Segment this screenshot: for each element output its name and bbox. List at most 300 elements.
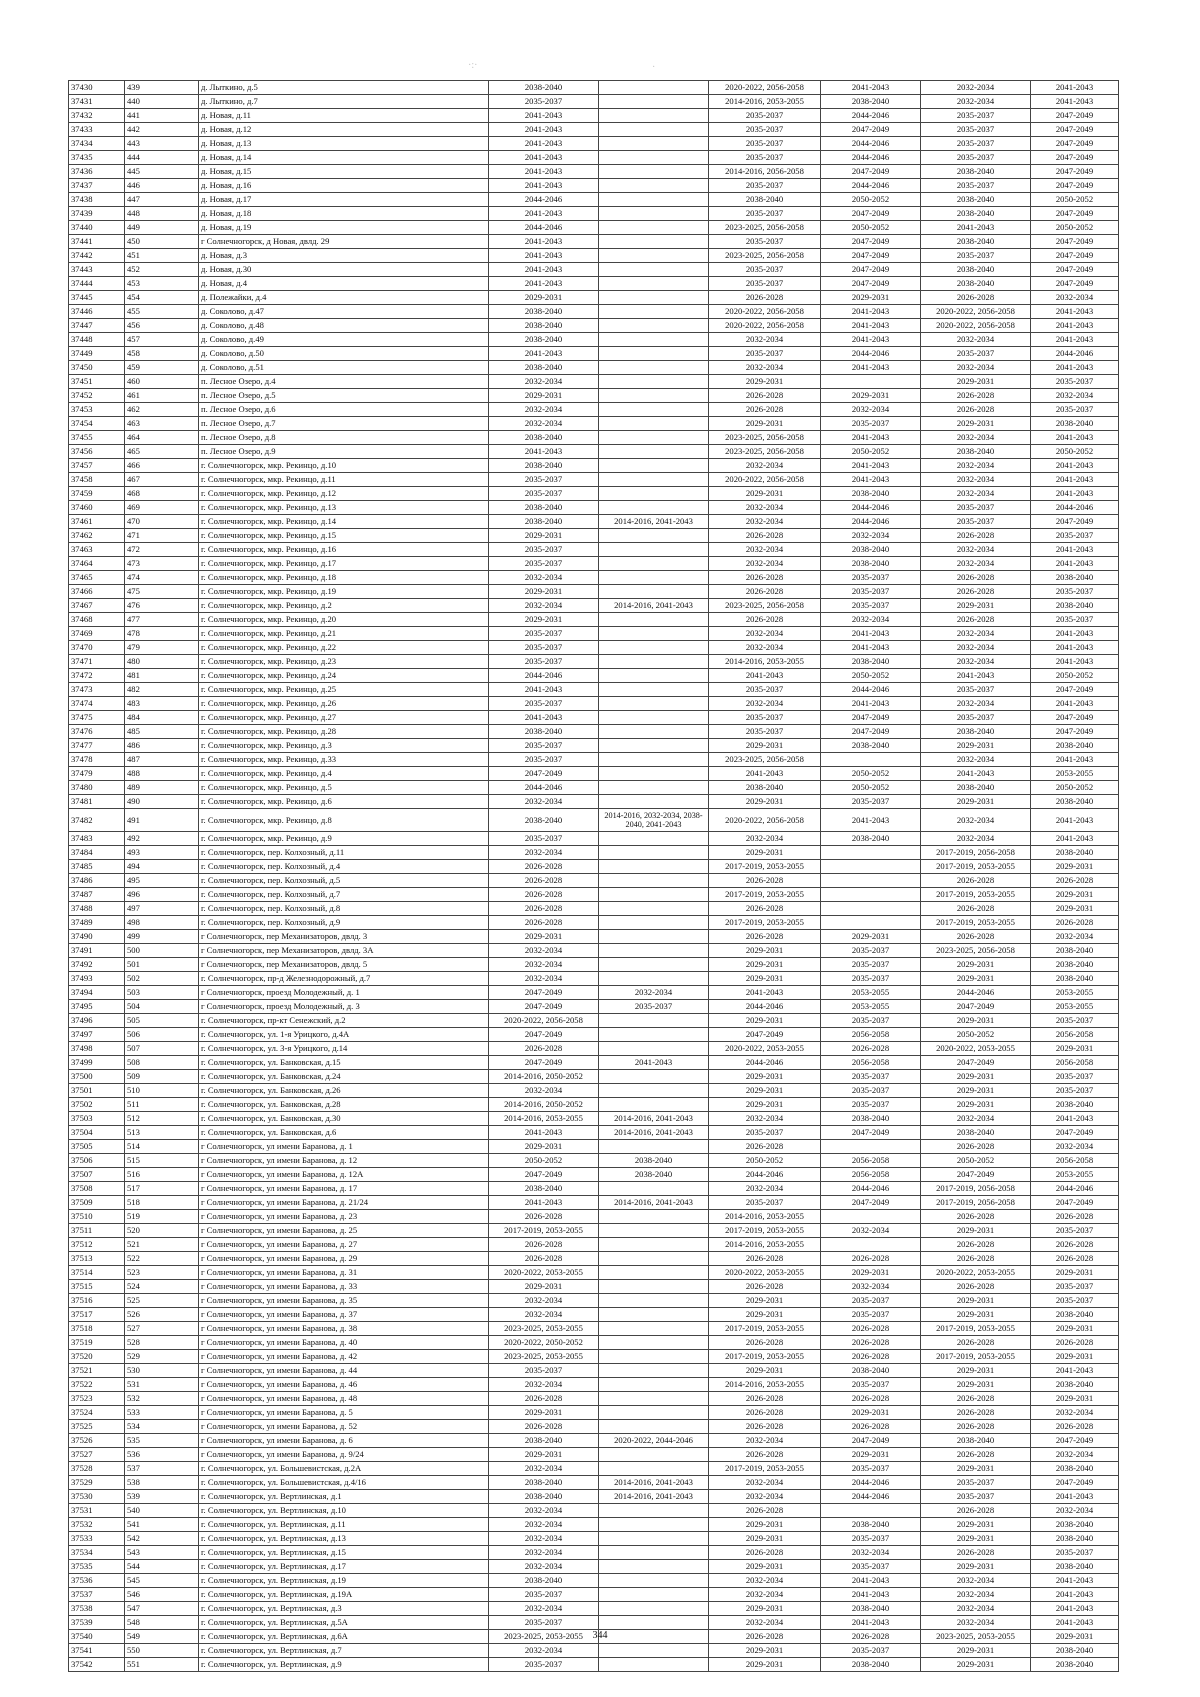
period-1-cell: 2041-2043	[489, 179, 599, 193]
address-cell: г Солнечногорск, ул имени Баранова, д. 25	[199, 1224, 489, 1238]
period-5-cell: 2029-2031	[921, 1308, 1031, 1322]
address-cell: г Солнечногорск, ул имени Баранова, д. 40	[199, 1336, 489, 1350]
period-1-cell: 2029-2031	[489, 529, 599, 543]
record-id-cell: 37524	[69, 1406, 125, 1420]
row-number-cell: 514	[125, 1140, 199, 1154]
period-3-cell: 2029-2031	[709, 1560, 821, 1574]
period-2-cell	[599, 1658, 709, 1672]
period-3-cell: 2035-2037	[709, 711, 821, 725]
period-3-cell: 2026-2028	[709, 571, 821, 585]
row-number-cell: 484	[125, 711, 199, 725]
table-row	[69, 501, 1119, 515]
row-number-cell: 539	[125, 1490, 199, 1504]
table-row	[69, 557, 1119, 571]
row-number-cell: 458	[125, 347, 199, 361]
period-4-cell: 2038-2040	[821, 1364, 921, 1378]
period-4-cell: 2041-2043	[821, 1574, 921, 1588]
record-id-cell: 37521	[69, 1364, 125, 1378]
period-6-cell: 2047-2049	[1031, 1476, 1119, 1490]
period-1-cell: 2026-2028	[489, 1042, 599, 1056]
period-6-cell: 2026-2028	[1031, 1420, 1119, 1434]
period-5-cell: 2017-2019, 2053-2055	[921, 916, 1031, 930]
row-number-cell: 542	[125, 1532, 199, 1546]
period-3-cell: 2023-2025, 2056-2058	[709, 249, 821, 263]
period-2-cell: 2032-2034	[599, 986, 709, 1000]
period-5-cell: 2038-2040	[921, 1126, 1031, 1140]
period-1-cell: 2035-2037	[489, 697, 599, 711]
address-cell: г. Солнечногорск, ул. Вертлинская, д.1	[199, 1490, 489, 1504]
period-1-cell: 2035-2037	[489, 627, 599, 641]
record-id-cell: 37432	[69, 109, 125, 123]
period-4-cell: 2050-2052	[821, 781, 921, 795]
row-number-cell: 495	[125, 874, 199, 888]
period-6-cell: 2041-2043	[1031, 557, 1119, 571]
period-4-cell: 2026-2028	[821, 1420, 921, 1434]
period-2-cell	[599, 627, 709, 641]
address-cell: г. Солнечногорск, мкр. Рекинцо, д.19	[199, 585, 489, 599]
record-id-cell: 37495	[69, 1000, 125, 1014]
address-cell: д. Новая, д.14	[199, 151, 489, 165]
record-id-cell: 37514	[69, 1266, 125, 1280]
period-3-cell: 2017-2019, 2053-2055	[709, 1350, 821, 1364]
address-cell: г. Солнечногорск, мкр. Рекинцо, д.14	[199, 515, 489, 529]
address-cell: г Солнечногорск, ул имени Баранова, д. 44	[199, 1364, 489, 1378]
address-cell: г. Солнечногорск, ул. Большевистская, д.4/16	[199, 1476, 489, 1490]
period-3-cell: 2029-2031	[709, 1098, 821, 1112]
period-4-cell: 2029-2031	[821, 1448, 921, 1462]
table-row	[69, 487, 1119, 501]
period-4-cell: 2056-2058	[821, 1168, 921, 1182]
period-2-cell	[599, 1378, 709, 1392]
record-id-cell: 37515	[69, 1280, 125, 1294]
period-3-cell: 2032-2034	[709, 1112, 821, 1126]
period-5-cell: 2026-2028	[921, 1504, 1031, 1518]
period-5-cell: 2050-2052	[921, 1028, 1031, 1042]
period-6-cell: 2038-2040	[1031, 571, 1119, 585]
table-row	[69, 627, 1119, 641]
period-6-cell: 2038-2040	[1031, 1462, 1119, 1476]
period-5-cell: 2038-2040	[921, 445, 1031, 459]
period-2-cell	[599, 1406, 709, 1420]
table-row	[69, 319, 1119, 333]
address-cell: г. Солнечногорск, пер. Колхозный, д.7	[199, 888, 489, 902]
record-id-cell: 37493	[69, 972, 125, 986]
period-5-cell: 2032-2034	[921, 361, 1031, 375]
period-2-cell	[599, 1420, 709, 1434]
table-row	[69, 641, 1119, 655]
period-6-cell: 2035-2037	[1031, 529, 1119, 543]
row-number-cell: 505	[125, 1014, 199, 1028]
address-cell: г. Солнечногорск, пер. Колхозный, д.4	[199, 860, 489, 874]
address-cell: г. Солнечногорск, мкр. Рекинцо, д.2	[199, 599, 489, 613]
period-1-cell: 2029-2031	[489, 930, 599, 944]
row-number-cell: 478	[125, 627, 199, 641]
record-id-cell: 37496	[69, 1014, 125, 1028]
period-6-cell: 2035-2037	[1031, 1294, 1119, 1308]
period-3-cell: 2029-2031	[709, 958, 821, 972]
period-3-cell: 2023-2025, 2056-2058	[709, 431, 821, 445]
row-number-cell: 475	[125, 585, 199, 599]
record-id-cell: 37464	[69, 557, 125, 571]
period-6-cell: 2047-2049	[1031, 109, 1119, 123]
period-3-cell: 2017-2019, 2053-2055	[709, 888, 821, 902]
period-4-cell: 2053-2055	[821, 1000, 921, 1014]
record-id-cell: 37504	[69, 1126, 125, 1140]
record-id-cell: 37531	[69, 1504, 125, 1518]
period-4-cell: 2035-2037	[821, 1014, 921, 1028]
period-1-cell: 2041-2043	[489, 235, 599, 249]
period-2-cell	[599, 669, 709, 683]
table-row	[69, 1056, 1119, 1070]
period-1-cell: 2029-2031	[489, 291, 599, 305]
address-cell: д. Соколово, д.47	[199, 305, 489, 319]
period-1-cell: 2014-2016, 2050-2052	[489, 1070, 599, 1084]
period-1-cell: 2038-2040	[489, 319, 599, 333]
period-4-cell: 2032-2034	[821, 613, 921, 627]
address-cell: г. Солнечногорск, мкр. Рекинцо, д.16	[199, 543, 489, 557]
table-row	[69, 888, 1119, 902]
table-row	[69, 375, 1119, 389]
period-4-cell: 2050-2052	[821, 669, 921, 683]
record-id-cell: 37454	[69, 417, 125, 431]
address-cell: г. Солнечногорск, мкр. Рекинцо, д.12	[199, 487, 489, 501]
period-2-cell	[599, 123, 709, 137]
record-id-cell: 37502	[69, 1098, 125, 1112]
period-2-cell	[599, 641, 709, 655]
period-3-cell: 2026-2028	[709, 1630, 821, 1644]
period-1-cell: 2038-2040	[489, 431, 599, 445]
address-cell: г Солнечногорск, ул имени Баранова, д. 5	[199, 1406, 489, 1420]
record-id-cell: 37462	[69, 529, 125, 543]
period-5-cell: 2047-2049	[921, 1056, 1031, 1070]
address-cell: г Солнечногорск, ул имени Баранова, д. 37	[199, 1308, 489, 1322]
period-1-cell: 2032-2034	[489, 1504, 599, 1518]
period-6-cell: 2032-2034	[1031, 389, 1119, 403]
period-6-cell: 2044-2046	[1031, 1182, 1119, 1196]
table-row	[69, 445, 1119, 459]
row-number-cell: 455	[125, 305, 199, 319]
period-6-cell: 2044-2046	[1031, 501, 1119, 515]
period-2-cell	[599, 473, 709, 487]
address-cell: г. Солнечногорск, ул. Вертлинская, д.11	[199, 1518, 489, 1532]
table-row	[69, 1196, 1119, 1210]
period-6-cell: 2035-2037	[1031, 613, 1119, 627]
table-row	[69, 1294, 1119, 1308]
period-1-cell: 2032-2034	[489, 599, 599, 613]
address-cell: г. Солнечногорск, ул. Вертлинская, д.6А	[199, 1630, 489, 1644]
row-number-cell: 439	[125, 81, 199, 95]
address-cell: г. Солнечногорск, мкр. Рекинцо, д.18	[199, 571, 489, 585]
period-5-cell: 2035-2037	[921, 123, 1031, 137]
record-id-cell: 37467	[69, 599, 125, 613]
record-id-cell: 37434	[69, 137, 125, 151]
record-id-cell: 37448	[69, 333, 125, 347]
schedule-table	[68, 80, 1119, 1672]
table-row	[69, 1308, 1119, 1322]
period-4-cell: 2044-2046	[821, 347, 921, 361]
address-cell: д. Соколово, д.49	[199, 333, 489, 347]
table-row	[69, 1098, 1119, 1112]
address-cell: г. Солнечногорск, мкр. Рекинцо, д.21	[199, 627, 489, 641]
row-number-cell: 443	[125, 137, 199, 151]
period-3-cell: 2023-2025, 2056-2058	[709, 753, 821, 767]
period-4-cell: 2038-2040	[821, 543, 921, 557]
row-number-cell: 486	[125, 739, 199, 753]
period-6-cell: 2035-2037	[1031, 1224, 1119, 1238]
period-4-cell: 2047-2049	[821, 1434, 921, 1448]
record-id-cell: 37501	[69, 1084, 125, 1098]
table-row	[69, 515, 1119, 529]
row-number-cell: 549	[125, 1630, 199, 1644]
period-3-cell: 2026-2028	[709, 1406, 821, 1420]
period-5-cell: 2026-2028	[921, 874, 1031, 888]
table-row	[69, 1574, 1119, 1588]
period-1-cell: 2041-2043	[489, 263, 599, 277]
address-cell: г. Солнечногорск, мкр. Рекинцо, д.3	[199, 739, 489, 753]
record-id-cell: 37488	[69, 902, 125, 916]
period-1-cell: 2032-2034	[489, 375, 599, 389]
row-number-cell: 488	[125, 767, 199, 781]
period-2-cell	[599, 1532, 709, 1546]
row-number-cell: 531	[125, 1378, 199, 1392]
period-3-cell: 2035-2037	[709, 179, 821, 193]
period-3-cell: 2020-2022, 2056-2058	[709, 473, 821, 487]
period-1-cell: 2041-2043	[489, 249, 599, 263]
period-3-cell: 2023-2025, 2056-2058	[709, 445, 821, 459]
row-number-cell: 466	[125, 459, 199, 473]
address-cell: г. Солнечногорск, пер. Колхозный, д.11	[199, 846, 489, 860]
period-5-cell: 2029-2031	[921, 1462, 1031, 1476]
period-5-cell: 2026-2028	[921, 585, 1031, 599]
period-2-cell: 2014-2016, 2041-2043	[599, 1196, 709, 1210]
record-id-cell: 37479	[69, 767, 125, 781]
period-6-cell: 2050-2052	[1031, 193, 1119, 207]
table-row	[69, 655, 1119, 669]
period-2-cell	[599, 1238, 709, 1252]
record-id-cell: 37480	[69, 781, 125, 795]
row-number-cell: 517	[125, 1182, 199, 1196]
table-row	[69, 1168, 1119, 1182]
row-number-cell: 536	[125, 1448, 199, 1462]
period-2-cell	[599, 1182, 709, 1196]
table-row	[69, 809, 1119, 832]
period-3-cell: 2029-2031	[709, 375, 821, 389]
address-cell: г. Солнечногорск, мкр. Рекинцо, д.15	[199, 529, 489, 543]
record-id-cell: 37449	[69, 347, 125, 361]
record-id-cell: 37508	[69, 1182, 125, 1196]
period-1-cell: 2038-2040	[489, 81, 599, 95]
period-3-cell: 2041-2043	[709, 669, 821, 683]
period-2-cell	[599, 431, 709, 445]
period-5-cell: 2026-2028	[921, 529, 1031, 543]
row-number-cell: 467	[125, 473, 199, 487]
period-1-cell: 2047-2049	[489, 1000, 599, 1014]
row-number-cell: 546	[125, 1588, 199, 1602]
period-2-cell	[599, 860, 709, 874]
record-id-cell: 37513	[69, 1252, 125, 1266]
period-1-cell: 2026-2028	[489, 888, 599, 902]
period-2-cell	[599, 305, 709, 319]
period-3-cell: 2029-2031	[709, 487, 821, 501]
period-5-cell: 2032-2034	[921, 487, 1031, 501]
scan-artifact: ·	[652, 62, 656, 73]
record-id-cell: 37497	[69, 1028, 125, 1042]
period-4-cell: 2047-2049	[821, 207, 921, 221]
period-1-cell: 2044-2046	[489, 193, 599, 207]
table-row	[69, 711, 1119, 725]
period-1-cell: 2047-2049	[489, 986, 599, 1000]
period-4-cell	[821, 916, 921, 930]
row-number-cell: 522	[125, 1252, 199, 1266]
period-5-cell: 2029-2031	[921, 1560, 1031, 1574]
period-5-cell: 2017-2019, 2056-2058	[921, 1182, 1031, 1196]
period-3-cell: 2050-2052	[709, 1154, 821, 1168]
period-5-cell: 2032-2034	[921, 557, 1031, 571]
record-id-cell: 37431	[69, 95, 125, 109]
row-number-cell: 499	[125, 930, 199, 944]
record-id-cell: 37494	[69, 986, 125, 1000]
address-cell: д. Соколово, д.50	[199, 347, 489, 361]
period-6-cell: 2050-2052	[1031, 781, 1119, 795]
period-6-cell: 2041-2043	[1031, 361, 1119, 375]
period-6-cell: 2038-2040	[1031, 1560, 1119, 1574]
period-2-cell	[599, 95, 709, 109]
row-number-cell: 441	[125, 109, 199, 123]
period-3-cell: 2014-2016, 2056-2058	[709, 165, 821, 179]
address-cell: г. Солнечногорск, ул. Вертлинская, д.19	[199, 1574, 489, 1588]
period-3-cell: 2014-2016, 2053-2055	[709, 1378, 821, 1392]
period-4-cell: 2050-2052	[821, 767, 921, 781]
period-2-cell: 2020-2022, 2044-2046	[599, 1434, 709, 1448]
period-4-cell: 2026-2028	[821, 1252, 921, 1266]
period-2-cell	[599, 1308, 709, 1322]
period-1-cell: 2035-2037	[489, 1616, 599, 1630]
period-3-cell: 2032-2034	[709, 1476, 821, 1490]
period-6-cell: 2026-2028	[1031, 1336, 1119, 1350]
period-4-cell: 2035-2037	[821, 585, 921, 599]
address-cell: г. Солнечногорск, ул. Вертлинская, д.13	[199, 1532, 489, 1546]
period-1-cell: 2035-2037	[489, 739, 599, 753]
record-id-cell: 37456	[69, 445, 125, 459]
period-4-cell: 2044-2046	[821, 179, 921, 193]
period-1-cell: 2020-2022, 2053-2055	[489, 1266, 599, 1280]
period-1-cell: 2023-2025, 2053-2055	[489, 1630, 599, 1644]
table-row	[69, 1392, 1119, 1406]
record-id-cell: 37461	[69, 515, 125, 529]
address-cell: п. Лесное Озеро, д.7	[199, 417, 489, 431]
period-3-cell: 2032-2034	[709, 515, 821, 529]
period-2-cell: 2035-2037	[599, 1000, 709, 1014]
table-row	[69, 874, 1119, 888]
table-row	[69, 417, 1119, 431]
period-4-cell: 2035-2037	[821, 1560, 921, 1574]
record-id-cell: 37523	[69, 1392, 125, 1406]
address-cell: г. Солнечногорск, ул. Вертлинская, д.5А	[199, 1616, 489, 1630]
row-number-cell: 513	[125, 1126, 199, 1140]
address-cell: д. Новая, д.15	[199, 165, 489, 179]
table-row	[69, 1322, 1119, 1336]
period-4-cell: 2041-2043	[821, 697, 921, 711]
period-1-cell: 2029-2031	[489, 1448, 599, 1462]
table-row	[69, 1182, 1119, 1196]
period-5-cell: 2026-2028	[921, 930, 1031, 944]
record-id-cell: 37453	[69, 403, 125, 417]
period-6-cell: 2050-2052	[1031, 445, 1119, 459]
period-2-cell	[599, 1266, 709, 1280]
period-6-cell: 2038-2040	[1031, 1532, 1119, 1546]
row-number-cell: 491	[125, 809, 199, 832]
record-id-cell: 37511	[69, 1224, 125, 1238]
address-cell: г Солнечногорск, ул имени Баранова, д. 42	[199, 1350, 489, 1364]
address-cell: г Солнечногорск, ул имени Баранова, д. 21/24	[199, 1196, 489, 1210]
period-1-cell: 2029-2031	[489, 1406, 599, 1420]
period-1-cell: 2035-2037	[489, 1364, 599, 1378]
period-4-cell: 2035-2037	[821, 1294, 921, 1308]
period-4-cell	[821, 1504, 921, 1518]
record-id-cell: 37444	[69, 277, 125, 291]
period-3-cell: 2026-2028	[709, 1252, 821, 1266]
period-2-cell: 2041-2043	[599, 1056, 709, 1070]
row-number-cell: 464	[125, 431, 199, 445]
period-1-cell: 2041-2043	[489, 1126, 599, 1140]
period-6-cell: 2029-2031	[1031, 1630, 1119, 1644]
record-id-cell: 37442	[69, 249, 125, 263]
period-4-cell: 2047-2049	[821, 277, 921, 291]
period-6-cell: 2029-2031	[1031, 1392, 1119, 1406]
period-4-cell: 2044-2046	[821, 137, 921, 151]
period-3-cell: 2014-2016, 2053-2055	[709, 655, 821, 669]
period-5-cell: 2032-2034	[921, 333, 1031, 347]
period-5-cell: 2026-2028	[921, 389, 1031, 403]
period-6-cell: 2044-2046	[1031, 347, 1119, 361]
row-number-cell: 494	[125, 860, 199, 874]
address-cell: г. Солнечногорск, ул. 1-я Урицкого, д.4А	[199, 1028, 489, 1042]
period-1-cell: 2026-2028	[489, 1420, 599, 1434]
address-cell: г Солнечногорск, ул имени Баранова, д. 29	[199, 1252, 489, 1266]
period-5-cell: 2032-2034	[921, 1588, 1031, 1602]
record-id-cell: 37535	[69, 1560, 125, 1574]
table-row	[69, 1364, 1119, 1378]
period-1-cell: 2032-2034	[489, 1546, 599, 1560]
period-5-cell: 2032-2034	[921, 753, 1031, 767]
record-id-cell: 37441	[69, 235, 125, 249]
period-4-cell: 2041-2043	[821, 459, 921, 473]
period-4-cell: 2041-2043	[821, 81, 921, 95]
record-id-cell: 37439	[69, 207, 125, 221]
record-id-cell: 37445	[69, 291, 125, 305]
period-4-cell	[821, 753, 921, 767]
row-number-cell: 477	[125, 613, 199, 627]
period-4-cell: 2038-2040	[821, 739, 921, 753]
record-id-cell: 37451	[69, 375, 125, 389]
period-5-cell: 2035-2037	[921, 711, 1031, 725]
period-3-cell: 2029-2031	[709, 795, 821, 809]
record-id-cell: 37536	[69, 1574, 125, 1588]
row-number-cell: 463	[125, 417, 199, 431]
period-3-cell: 2026-2028	[709, 1546, 821, 1560]
period-5-cell: 2035-2037	[921, 137, 1031, 151]
period-5-cell: 2029-2031	[921, 795, 1031, 809]
period-6-cell: 2026-2028	[1031, 916, 1119, 930]
record-id-cell: 37486	[69, 874, 125, 888]
period-3-cell: 2029-2031	[709, 1294, 821, 1308]
row-number-cell: 502	[125, 972, 199, 986]
row-number-cell: 471	[125, 529, 199, 543]
row-number-cell: 526	[125, 1308, 199, 1322]
period-5-cell: 2035-2037	[921, 1476, 1031, 1490]
period-4-cell: 2038-2040	[821, 1602, 921, 1616]
period-1-cell: 2038-2040	[489, 1476, 599, 1490]
